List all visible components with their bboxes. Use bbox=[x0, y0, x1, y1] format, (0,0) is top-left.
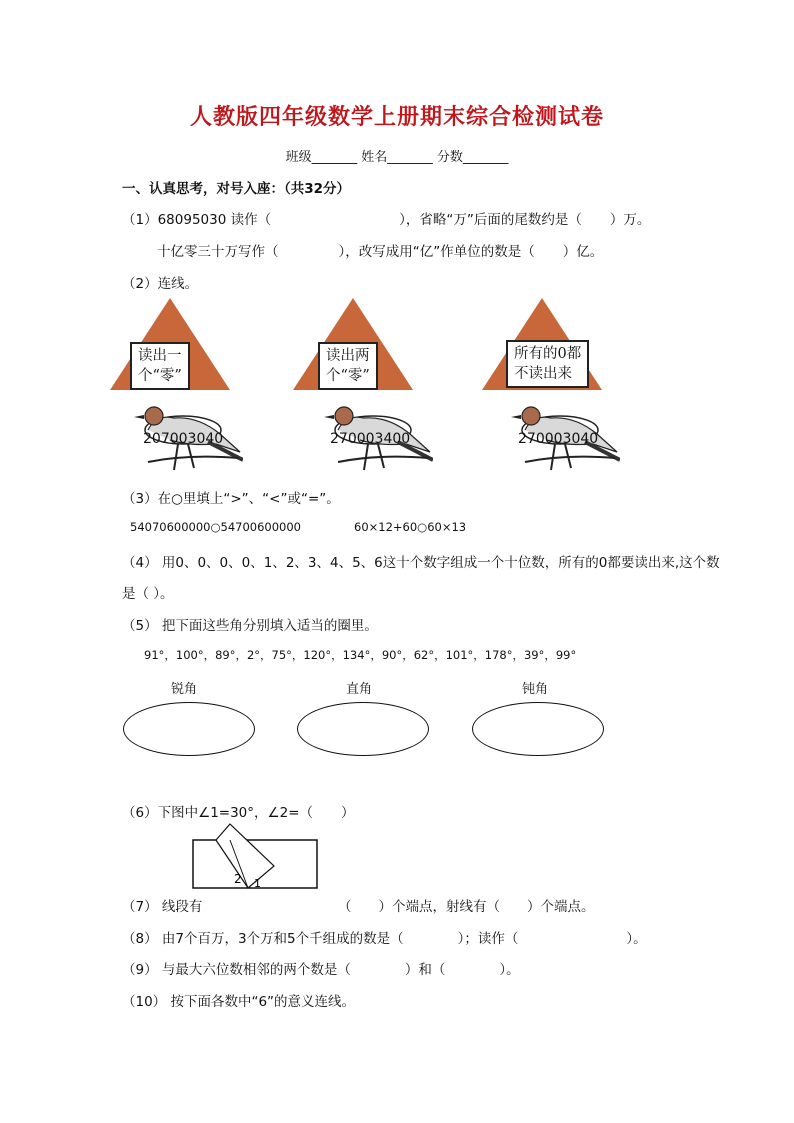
compare-expression-2[interactable]: 60×12+60○60×13 bbox=[354, 520, 467, 534]
q1-text-b1: 十亿零三十万写作（ bbox=[157, 244, 279, 260]
house-sign-line: 读出一 bbox=[138, 348, 182, 364]
question-number: （1） bbox=[122, 212, 158, 228]
bird-number-2[interactable]: 270003400 bbox=[330, 431, 411, 447]
q1-text-a2: ），省略“万”后面的尾数约是（ bbox=[399, 212, 582, 228]
compare-expression-1[interactable]: 54070600000○54700600000 bbox=[130, 520, 302, 534]
q1-text-b2: ），改写成用“亿”作单位的数是（ bbox=[338, 244, 535, 260]
house-sign-2[interactable] bbox=[318, 342, 378, 390]
question-9-text[interactable]: （9） 与最大六位数相邻的两个数是（ ）和（ ）。 bbox=[122, 962, 520, 978]
q1-text-b3: ）亿。 bbox=[562, 244, 604, 260]
right-angle-label: 直角 bbox=[346, 682, 373, 697]
house-sign-line: 读出两 bbox=[326, 348, 370, 364]
q1-text-a1: 68095030 读作（ bbox=[157, 212, 272, 228]
section-heading: 一、认真思考，对号入座：（共32分） bbox=[122, 181, 351, 197]
question-6-label bbox=[122, 801, 355, 821]
house-sign-line: 不读出来 bbox=[514, 366, 572, 382]
obtuse-angle-label: 钝角 bbox=[522, 682, 549, 697]
student-info-line bbox=[0, 146, 794, 165]
bird-number-1[interactable]: 207003040 bbox=[143, 431, 224, 447]
house-sign-line: 所有的0都 bbox=[514, 346, 582, 362]
folded-paper-diagram bbox=[192, 822, 322, 890]
question-7-label: （7） 线段有 bbox=[122, 899, 203, 915]
house-sign-1[interactable] bbox=[130, 342, 190, 390]
obtuse-angle-circle[interactable] bbox=[472, 702, 604, 756]
angle-list: 91°，100°，89°，2°，75°，120°，134°，90°，62°，101°，178°，39°，99° bbox=[144, 648, 577, 662]
house-sign-line: 个“零” bbox=[326, 368, 370, 384]
angle-1-label: 1 bbox=[254, 877, 261, 890]
q6-close: ） bbox=[341, 805, 355, 821]
question-1-line-2 bbox=[157, 240, 603, 260]
right-angle-circle[interactable] bbox=[297, 702, 429, 756]
acute-angle-circle[interactable] bbox=[123, 702, 255, 756]
house-sign-3[interactable] bbox=[506, 340, 589, 388]
question-5-label: （5） 把下面这些角分别填入适当的圈里。 bbox=[122, 618, 378, 634]
question-8-text[interactable]: （8） 由7个百万，3个万和5个千组成的数是（ ）；读作（ ）。 bbox=[122, 931, 647, 947]
q6-text: （6）下图中∠1=30°，∠2=（ bbox=[122, 805, 314, 821]
class-field[interactable]: 班级_______ bbox=[285, 150, 358, 165]
acute-angle-label: 锐角 bbox=[171, 682, 198, 697]
question-7-text[interactable]: （ ）个端点，射线有（ ）个端点。 bbox=[338, 899, 595, 915]
page-title: 人教版四年级数学上册期末综合检测试卷 bbox=[189, 105, 604, 130]
name-field[interactable]: 姓名_______ bbox=[361, 150, 433, 165]
question-4-line-1: （4） 用0、0、0、0、1、2、3、4、5、6这十个数字组成一个十位数，所有的0都要读出来,这个数 bbox=[122, 555, 720, 571]
question-3-label: （3）在○里填上“>”、“<”或“=”。 bbox=[122, 491, 340, 507]
bird-number-3[interactable]: 270003040 bbox=[518, 431, 599, 447]
house-sign-line: 个“零” bbox=[138, 368, 182, 384]
q1-text-a3: ）万。 bbox=[609, 212, 651, 228]
score-field[interactable]: 分数_______ bbox=[436, 150, 509, 165]
question-2-label: （2）连线。 bbox=[122, 276, 199, 292]
question-4-line-2[interactable]: 是（ ）。 bbox=[122, 586, 174, 602]
question-10-text: （10） 按下面各数中“6”的意义连线。 bbox=[122, 994, 356, 1010]
angle-2-label: 2 bbox=[234, 872, 242, 886]
question-1-line-1 bbox=[122, 208, 650, 228]
